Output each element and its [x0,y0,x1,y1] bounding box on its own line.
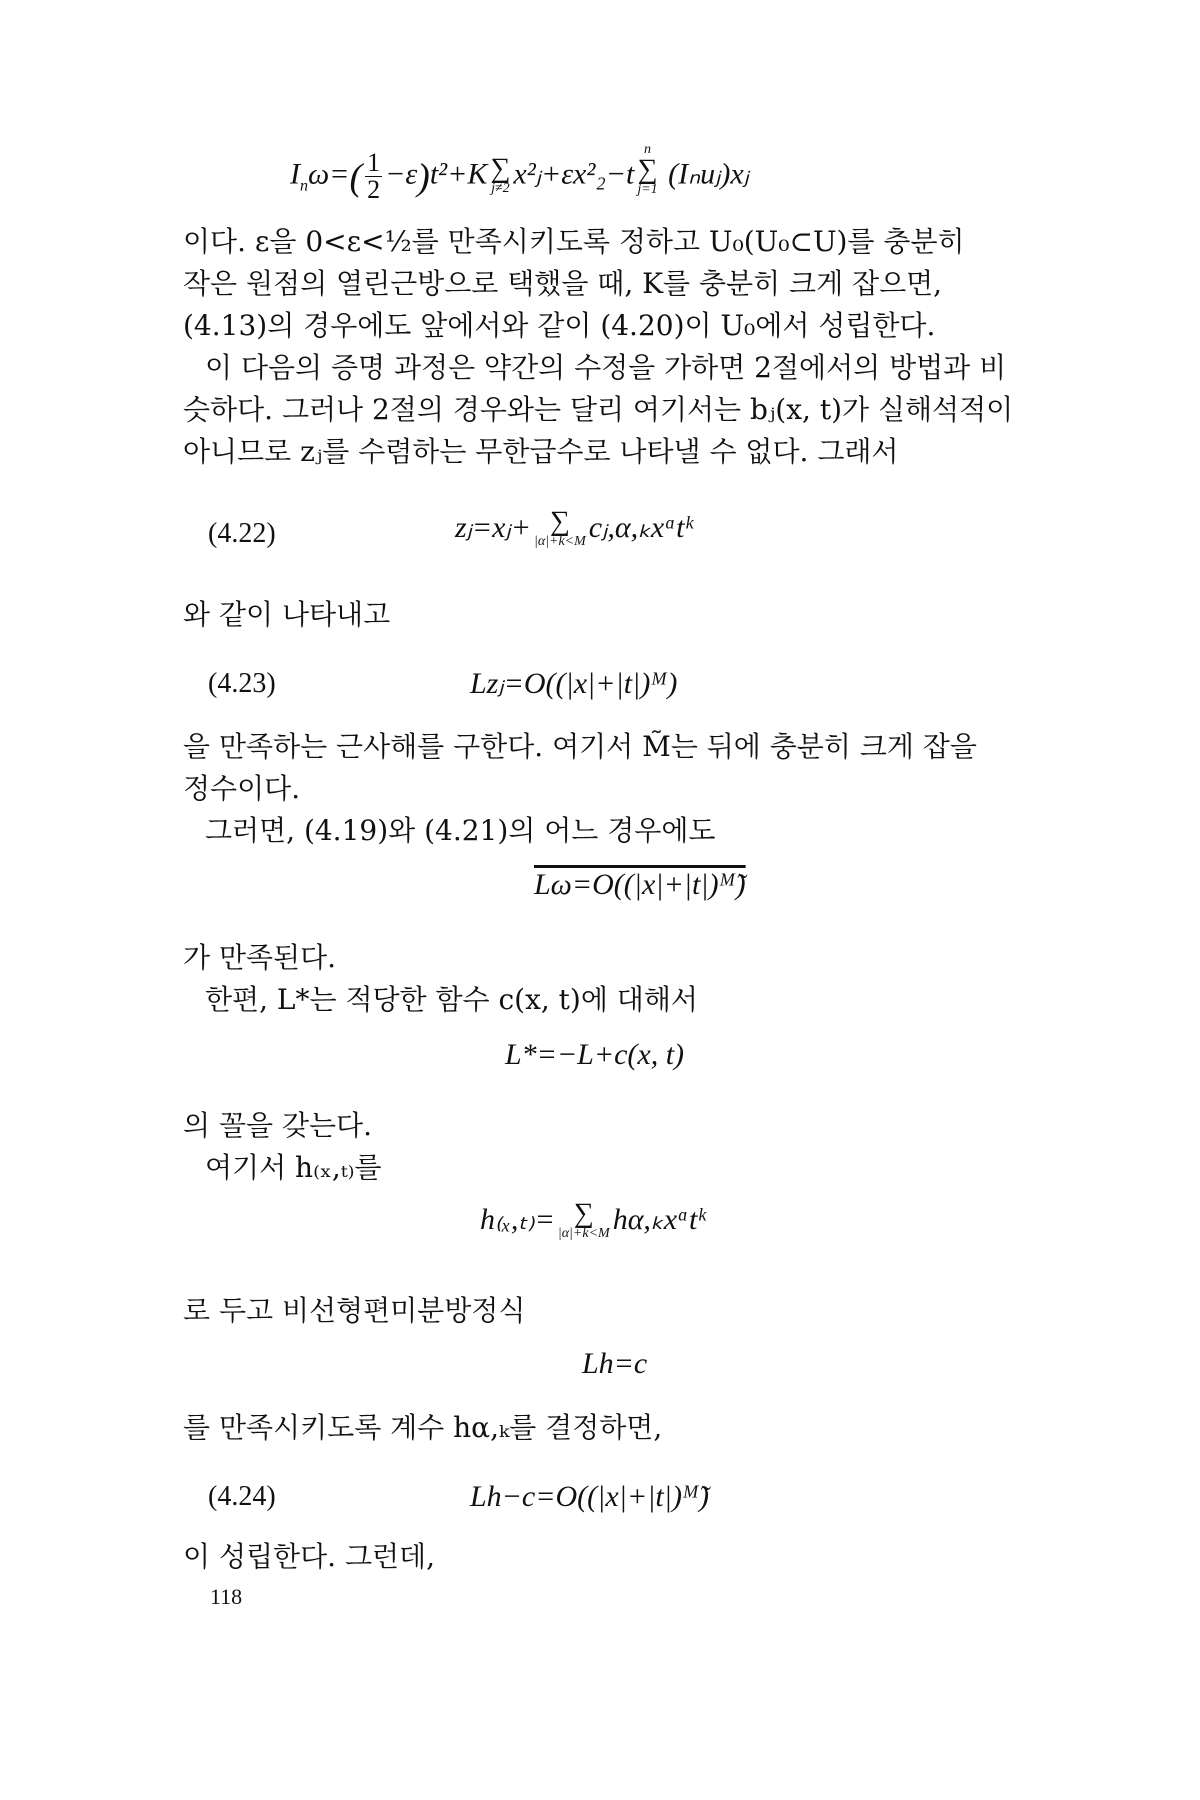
text-line: 슷하다. 그러나 2절의 경우와는 달리 여기서는 bⱼ(x, t)가 실해석적이 [183,393,1014,426]
text-line: 이 성립한다. 그런데, [183,1540,435,1573]
equation-number-4-24: (4.24) [208,1481,276,1512]
equation-lstar: L*=−L+c(x, t) [505,1038,685,1071]
equation-number-4-22: (4.22) [208,518,276,549]
equation-lw: Lω=O((|x|+|t|)ᴹ̃) [534,868,746,901]
fraction-half: $\frac{1}{2}$ [367,148,381,204]
text-line: 가 만족된다. [183,941,337,974]
equation-4-24: Lh−c=O((|x|+|t|)ᴹ̃) [470,1480,709,1513]
text-line: 정수이다. [183,772,301,805]
equation-4-22: zⱼ=xⱼ+ ∑ |α|+k<M cⱼ,α,ₖxᵅtᵏ [455,506,693,550]
text-line: 로 두고 비선형편미분방정식 [183,1294,526,1327]
equation-top: $I_n\omega=$( $\frac{1}{2}$ −ε)t²+K ∑ j≠2 x²ⱼ+εx²₂−t n ∑ j=1 (Iₙuⱼ)xⱼ [290,141,749,204]
page-number: 118 [210,1584,243,1609]
text-line: 의 꼴을 갖는다. [183,1109,372,1142]
text-line: 를 만족시키도록 계수 hα,ₖ를 결정하면, [183,1411,663,1444]
text-line: 작은 원점의 열린근방으로 택했을 때, K를 충분히 크게 잡으면, [183,267,943,300]
equation-lh: Lh=c [582,1347,648,1380]
text-line: (4.13)의 경우에도 앞에서와 같이 (4.20)이 U₀에서 성립한다. [183,309,936,342]
text-line: 이다. ε을 0<ε<½를 만족시키도록 정하고 U₀(U₀⊂U)를 충분히 [183,225,965,258]
text-line: 여기서 h₍ₓ,ₜ₎를 [205,1151,382,1184]
summation-1: ∑ j≠2 [490,152,511,196]
summation-2: n ∑ j=1 [637,141,658,197]
text-line: 이 다음의 증명 과정은 약간의 수정을 가하면 2절에서의 방법과 비 [205,351,1007,384]
text-line: 와 같이 나타내고 [183,598,391,631]
text-line: 그러면, (4.19)와 (4.21)의 어느 경우에도 [205,814,716,847]
equation-4-23: Lzⱼ=O((|x|+|t|)ᴹ) [470,667,678,700]
text-line: 아니므로 zⱼ를 수렴하는 무한급수로 나타낼 수 없다. 그래서 [183,435,899,468]
text-line: 한편, L*는 적당한 함수 c(x, t)에 대해서 [205,983,698,1016]
equation-h: h₍ₓ,ₜ₎= ∑ |α|+k<M hα,ₖxᵅtᵏ [480,1198,706,1242]
text-line: 을 만족하는 근사해를 구한다. 여기서 M̃는 뒤에 충분히 크게 잡을 [183,730,977,763]
equation-number-4-23: (4.23) [208,668,276,699]
